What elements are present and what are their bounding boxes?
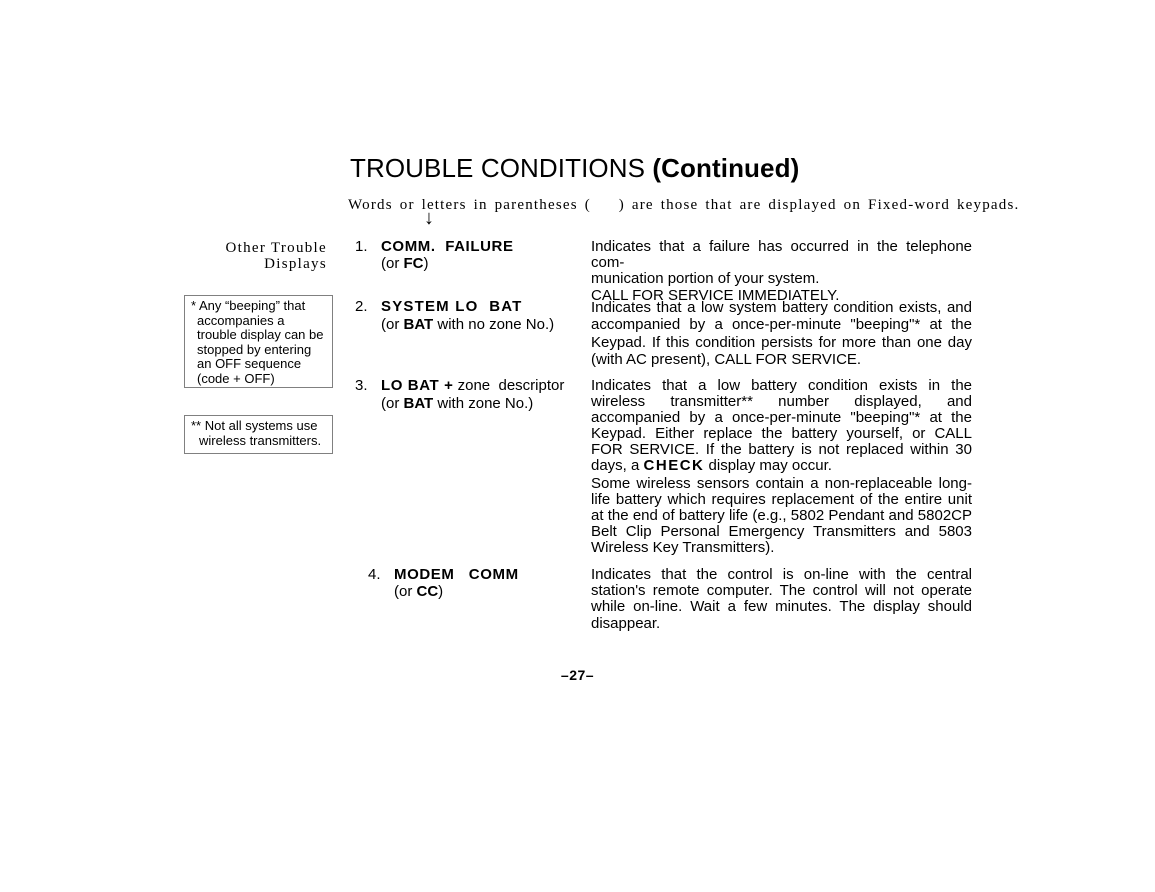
item-sub-code: CC [416,582,439,600]
fixed-word-note: Words or letters in parentheses ( ) are those that are displayed on Fixed-word keypads. [348,197,1020,213]
item-sub-pre: (or [381,315,404,333]
footnote-mark: ** [191,418,202,433]
item-sub-pre: (or [381,254,404,272]
footnote-wireless [184,415,333,454]
footnote-beeping [184,295,333,388]
item-modem-comm [368,567,519,600]
item-sub-pre: (or [394,582,417,600]
item-system-lo-bat [355,299,554,333]
sidebar-heading [180,240,327,272]
sidebar-heading-line1: Other Trouble [225,240,327,256]
item-sub [368,584,519,601]
item-sub [355,317,554,334]
item-sub-code: BAT [403,315,434,333]
check-keyword: CHECK [643,457,705,475]
item-desc-lo-bat-zone [591,378,972,556]
item-sub-post: ) [423,254,429,272]
footnote-line: wireless transmitters. [199,432,322,448]
item-desc-comm-failure [591,239,972,304]
sidebar-heading-line2: Displays [264,256,327,272]
title-continued: (Continued) [652,153,800,183]
item-lo-bat-zone [355,378,564,412]
desc-line: munication portion of your system. [591,270,820,288]
footnote-line: trouble display can be [197,327,324,343]
desc-paragraph: Indicates that a low system battery condition exists, and accompanied by a once-per-minute "beeping"* at the Keypad. If this condition persists for more than one day (with AC present), CALL FOR SERVICE. [591,299,972,368]
footnote-line: accompanies a [197,312,285,328]
footnote-mark: * [191,298,197,313]
item-number: 4. [368,566,381,583]
item-number: 3. [355,377,368,394]
footnote-line: Any “beeping” that [198,298,306,313]
desc-line: CALL FOR SERVICE IMMEDIATELY. [591,286,840,304]
footnote-line: stopped by entering [197,341,312,357]
item-desc-modem-comm [591,567,972,632]
item-sub-post: ) [438,582,444,600]
desc-paragraph: Indicates that the control is on-line with the central station's remote computer. The control will not operate while on-line. Wait a few minutes. The display should disappear. [591,566,972,632]
item-number: 1. [355,238,368,255]
item-sub-code: BAT [403,394,434,412]
title-main: TROUBLE CONDITIONS [350,153,646,183]
item-label: COMM. FAILURE [381,238,514,255]
item-comm-failure [355,239,514,272]
page-number: –27– [560,667,595,683]
item-sub-pre: (or [381,394,404,412]
item-label: LO BAT + [381,377,454,394]
item-label: MODEM COMM [394,566,519,583]
desc-text: display may occur. [704,457,832,475]
desc-text: Indicates that a low battery condition exists in the wireless transmitter** number displayed, and accompanied by a once-per-minute "beeping"* at the Keypad. Either replace the battery yourself, or CALL FOR SERVICE. If the battery is not replaced within 30 days, a [591,377,972,475]
down-arrow-icon: ↓ [424,207,434,229]
footnote-line: an OFF sequence [197,356,302,372]
footnote-line: Not all systems use [204,418,318,433]
item-label: SYSTEM LO BAT [381,298,523,315]
item-number: 2. [355,298,368,315]
item-desc-system-lo-bat [591,299,972,368]
item-sub-code: FC [403,254,424,272]
desc-line: Indicates that a failure has occurred in the telephone com- [591,238,972,272]
item-sub [355,256,514,273]
page-title [350,153,799,184]
item-sub-post: with zone No.) [433,394,534,412]
footnote-line: (code + OFF) [197,370,275,386]
desc-paragraph [591,378,972,475]
item-sub [355,396,564,413]
item-label-rest: zone descriptor [453,377,565,394]
item-sub-post: with no zone No.) [433,315,555,333]
desc-paragraph: Some wireless sensors contain a non-replaceable long-life battery which requires replacement of the entire unit at the end of battery life (e.g., 5802 Pendant and 5802CP Belt Clip Personal Emergency Transmitters and 5803 Wireless Key Transmitters). [591,474,972,556]
